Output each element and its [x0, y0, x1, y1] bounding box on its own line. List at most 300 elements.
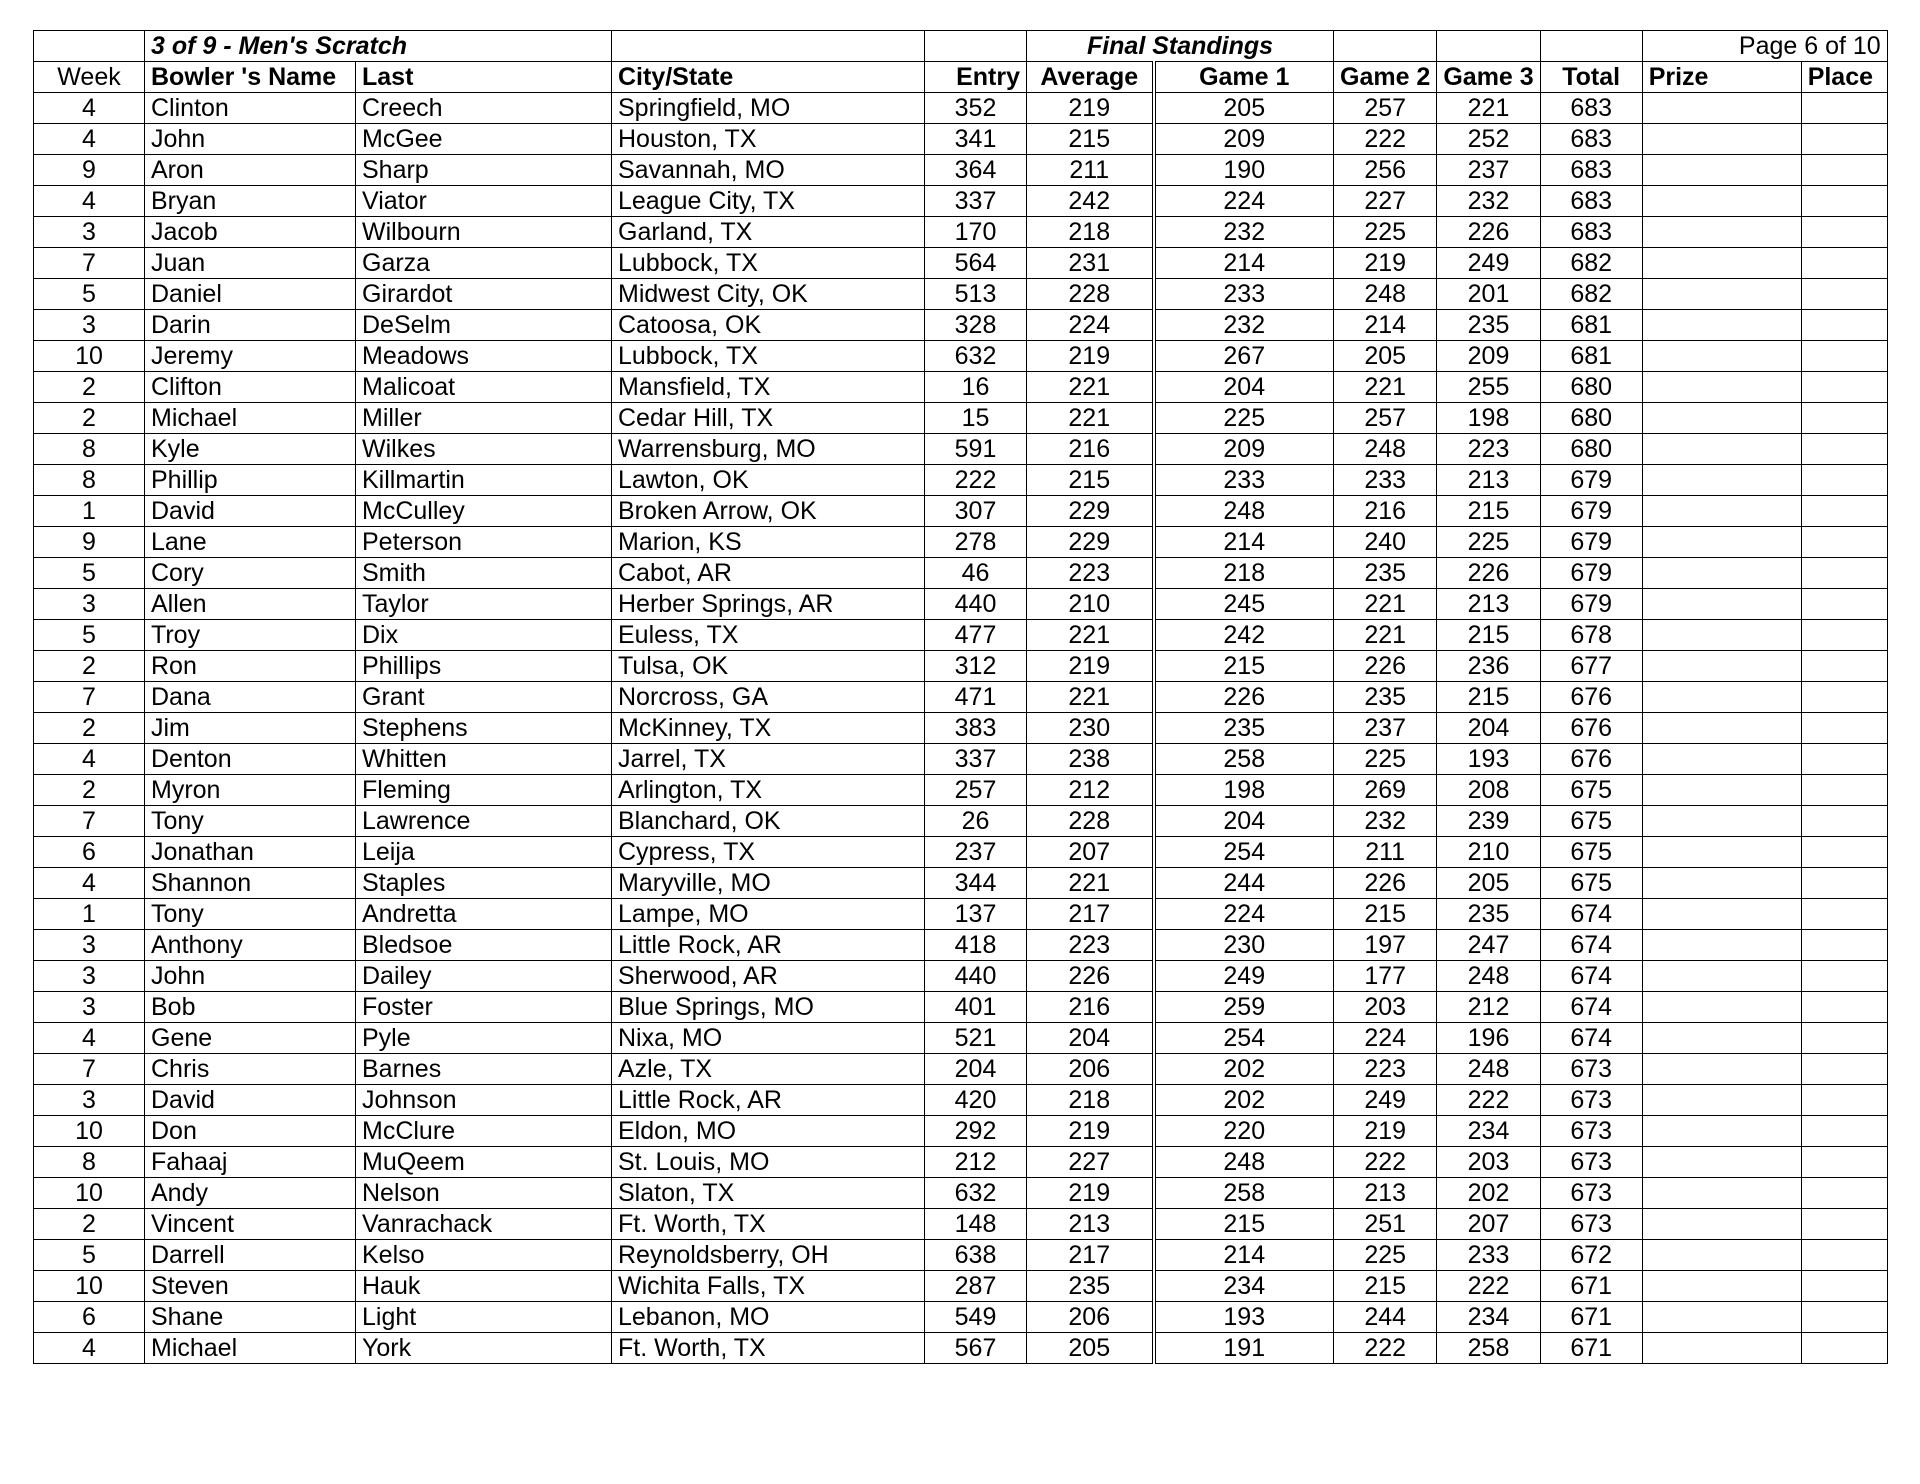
average-cell: 238 [1027, 744, 1154, 775]
total-cell: 674 [1540, 899, 1642, 930]
place-cell [1801, 1085, 1887, 1116]
total-cell: 681 [1540, 310, 1642, 341]
prize-cell [1642, 434, 1801, 465]
last-name-cell: Light [356, 1302, 612, 1333]
last-name-cell: Creech [356, 93, 612, 124]
game-3-cell: 235 [1437, 310, 1540, 341]
week-cell: 3 [34, 217, 145, 248]
first-name-cell: Anthony [145, 930, 356, 961]
entry-cell: 638 [925, 1240, 1027, 1271]
final-standings-label: Final Standings [1027, 31, 1334, 62]
col-header-last: Last [356, 62, 612, 93]
table-row [34, 713, 1888, 744]
last-name-cell: Grant [356, 682, 612, 713]
average-cell: 230 [1027, 713, 1154, 744]
col-header-prize: Prize [1642, 62, 1801, 93]
total-cell: 676 [1540, 744, 1642, 775]
city-state-cell: Lawton, OK [612, 465, 925, 496]
place-cell [1801, 620, 1887, 651]
entry-cell: 212 [925, 1147, 1027, 1178]
city-state-cell: Lubbock, TX [612, 341, 925, 372]
prize-cell [1642, 1271, 1801, 1302]
prize-cell [1642, 186, 1801, 217]
prize-cell [1642, 1209, 1801, 1240]
first-name-cell: Cory [145, 558, 356, 589]
city-state-cell: Cabot, AR [612, 558, 925, 589]
city-state-cell: Mansfield, TX [612, 372, 925, 403]
last-name-cell: Dix [356, 620, 612, 651]
average-cell: 221 [1027, 868, 1154, 899]
place-cell [1801, 279, 1887, 310]
city-state-cell: Midwest City, OK [612, 279, 925, 310]
average-cell: 217 [1027, 1240, 1154, 1271]
week-cell: 2 [34, 775, 145, 806]
game-3-cell: 258 [1437, 1333, 1540, 1364]
entry-cell: 222 [925, 465, 1027, 496]
entry-cell: 521 [925, 1023, 1027, 1054]
total-cell: 678 [1540, 620, 1642, 651]
table-row [34, 1333, 1888, 1364]
last-name-cell: Fleming [356, 775, 612, 806]
game-1-cell: 205 [1154, 93, 1334, 124]
week-cell: 3 [34, 930, 145, 961]
prize-cell [1642, 527, 1801, 558]
last-name-cell: Whitten [356, 744, 612, 775]
game-3-cell: 202 [1437, 1178, 1540, 1209]
city-state-cell: Ft. Worth, TX [612, 1333, 925, 1364]
entry-cell: 440 [925, 961, 1027, 992]
week-cell: 5 [34, 279, 145, 310]
table-row [34, 186, 1888, 217]
place-cell [1801, 434, 1887, 465]
average-cell: 216 [1027, 434, 1154, 465]
game-3-cell: 198 [1437, 403, 1540, 434]
average-cell: 219 [1027, 1178, 1154, 1209]
game-1-cell: 209 [1154, 124, 1334, 155]
game-3-cell: 208 [1437, 775, 1540, 806]
last-name-cell: Miller [356, 403, 612, 434]
city-state-cell: Reynoldsberry, OH [612, 1240, 925, 1271]
game-3-cell: 234 [1437, 1302, 1540, 1333]
game-1-cell: 258 [1154, 744, 1334, 775]
week-cell: 3 [34, 1085, 145, 1116]
game-1-cell: 248 [1154, 496, 1334, 527]
game-2-cell: 225 [1334, 1240, 1437, 1271]
average-cell: 216 [1027, 992, 1154, 1023]
total-cell: 683 [1540, 93, 1642, 124]
total-cell: 673 [1540, 1147, 1642, 1178]
week-cell: 4 [34, 868, 145, 899]
entry-cell: 477 [925, 620, 1027, 651]
total-cell: 680 [1540, 372, 1642, 403]
total-cell: 679 [1540, 496, 1642, 527]
last-name-cell: Stephens [356, 713, 612, 744]
game-1-cell: 224 [1154, 186, 1334, 217]
table-row [34, 124, 1888, 155]
week-cell: 7 [34, 682, 145, 713]
game-3-cell: 212 [1437, 992, 1540, 1023]
game-2-cell: 249 [1334, 1085, 1437, 1116]
total-cell: 673 [1540, 1178, 1642, 1209]
game-1-cell: 215 [1154, 651, 1334, 682]
game-2-cell: 237 [1334, 713, 1437, 744]
total-cell: 673 [1540, 1209, 1642, 1240]
average-cell: 206 [1027, 1054, 1154, 1085]
place-cell [1801, 868, 1887, 899]
first-name-cell: Lane [145, 527, 356, 558]
last-name-cell: McGee [356, 124, 612, 155]
entry-cell: 26 [925, 806, 1027, 837]
average-cell: 217 [1027, 899, 1154, 930]
total-cell: 674 [1540, 1023, 1642, 1054]
city-state-cell: McKinney, TX [612, 713, 925, 744]
place-cell [1801, 465, 1887, 496]
average-cell: 221 [1027, 372, 1154, 403]
first-name-cell: Darrell [145, 1240, 356, 1271]
table-row [34, 806, 1888, 837]
game-2-cell: 227 [1334, 186, 1437, 217]
prize-cell [1642, 1147, 1801, 1178]
game-3-cell: 234 [1437, 1116, 1540, 1147]
game-3-cell: 247 [1437, 930, 1540, 961]
game-3-cell: 252 [1437, 124, 1540, 155]
table-row [34, 496, 1888, 527]
average-cell: 228 [1027, 806, 1154, 837]
city-state-cell: Euless, TX [612, 620, 925, 651]
first-name-cell: Don [145, 1116, 356, 1147]
game-2-cell: 232 [1334, 806, 1437, 837]
table-row [34, 372, 1888, 403]
city-state-cell: Marion, KS [612, 527, 925, 558]
first-name-cell: Clifton [145, 372, 356, 403]
first-name-cell: Chris [145, 1054, 356, 1085]
city-state-cell: Houston, TX [612, 124, 925, 155]
first-name-cell: Bryan [145, 186, 356, 217]
game-3-cell: 235 [1437, 899, 1540, 930]
game-2-cell: 197 [1334, 930, 1437, 961]
average-cell: 210 [1027, 589, 1154, 620]
average-cell: 204 [1027, 1023, 1154, 1054]
week-cell: 5 [34, 558, 145, 589]
entry-cell: 401 [925, 992, 1027, 1023]
table-row [34, 837, 1888, 868]
average-cell: 224 [1027, 310, 1154, 341]
game-3-cell: 193 [1437, 744, 1540, 775]
average-cell: 229 [1027, 496, 1154, 527]
table-row [34, 1054, 1888, 1085]
average-cell: 215 [1027, 124, 1154, 155]
place-cell [1801, 1023, 1887, 1054]
average-cell: 221 [1027, 403, 1154, 434]
game-3-cell: 207 [1437, 1209, 1540, 1240]
week-cell: 2 [34, 713, 145, 744]
banner-row [34, 31, 1888, 62]
prize-cell [1642, 868, 1801, 899]
prize-cell [1642, 1054, 1801, 1085]
first-name-cell: John [145, 961, 356, 992]
game-2-cell: 233 [1334, 465, 1437, 496]
table-row [34, 217, 1888, 248]
last-name-cell: Kelso [356, 1240, 612, 1271]
first-name-cell: Fahaaj [145, 1147, 356, 1178]
first-name-cell: Myron [145, 775, 356, 806]
game-1-cell: 230 [1154, 930, 1334, 961]
average-cell: 227 [1027, 1147, 1154, 1178]
city-state-cell: Maryville, MO [612, 868, 925, 899]
city-state-cell: Warrensburg, MO [612, 434, 925, 465]
entry-cell: 564 [925, 248, 1027, 279]
game-2-cell: 235 [1334, 682, 1437, 713]
total-cell: 671 [1540, 1333, 1642, 1364]
game-2-cell: 248 [1334, 279, 1437, 310]
standings-sheet [33, 30, 1888, 1364]
city-state-cell: Arlington, TX [612, 775, 925, 806]
prize-cell [1642, 496, 1801, 527]
average-cell: 223 [1027, 930, 1154, 961]
game-3-cell: 205 [1437, 868, 1540, 899]
entry-cell: 471 [925, 682, 1027, 713]
game-3-cell: 225 [1437, 527, 1540, 558]
last-name-cell: Johnson [356, 1085, 612, 1116]
game-1-cell: 244 [1154, 868, 1334, 899]
place-cell [1801, 713, 1887, 744]
week-cell: 7 [34, 806, 145, 837]
week-cell: 5 [34, 620, 145, 651]
last-name-cell: Andretta [356, 899, 612, 930]
game-2-cell: 221 [1334, 620, 1437, 651]
total-cell: 683 [1540, 186, 1642, 217]
game-2-cell: 257 [1334, 403, 1437, 434]
col-header-entry: Entry [925, 62, 1027, 93]
place-cell [1801, 1333, 1887, 1364]
game-3-cell: 210 [1437, 837, 1540, 868]
prize-cell [1642, 310, 1801, 341]
city-state-cell: League City, TX [612, 186, 925, 217]
table-row [34, 992, 1888, 1023]
entry-cell: 341 [925, 124, 1027, 155]
first-name-cell: Darin [145, 310, 356, 341]
game-3-cell: 213 [1437, 589, 1540, 620]
average-cell: 221 [1027, 620, 1154, 651]
prize-cell [1642, 651, 1801, 682]
last-name-cell: Taylor [356, 589, 612, 620]
city-state-cell: Lebanon, MO [612, 1302, 925, 1333]
total-cell: 679 [1540, 589, 1642, 620]
prize-cell [1642, 713, 1801, 744]
first-name-cell: Shane [145, 1302, 356, 1333]
game-3-cell: 215 [1437, 620, 1540, 651]
city-state-cell: Cedar Hill, TX [612, 403, 925, 434]
place-cell [1801, 775, 1887, 806]
entry-cell: 278 [925, 527, 1027, 558]
city-state-cell: Garland, TX [612, 217, 925, 248]
last-name-cell: DeSelm [356, 310, 612, 341]
banner-blank-cell [1437, 31, 1540, 62]
entry-cell: 344 [925, 868, 1027, 899]
game-2-cell: 213 [1334, 1178, 1437, 1209]
banner-blank-cell [925, 31, 1027, 62]
total-cell: 676 [1540, 713, 1642, 744]
place-cell [1801, 930, 1887, 961]
game-3-cell: 232 [1437, 186, 1540, 217]
prize-cell [1642, 837, 1801, 868]
game-3-cell: 226 [1437, 558, 1540, 589]
col-header-total: Total [1540, 62, 1642, 93]
prize-cell [1642, 775, 1801, 806]
total-cell: 671 [1540, 1302, 1642, 1333]
city-state-cell: St. Louis, MO [612, 1147, 925, 1178]
first-name-cell: Juan [145, 248, 356, 279]
game-3-cell: 196 [1437, 1023, 1540, 1054]
week-cell: 3 [34, 310, 145, 341]
city-state-cell: Norcross, GA [612, 682, 925, 713]
first-name-cell: David [145, 1085, 356, 1116]
week-cell: 3 [34, 589, 145, 620]
game-1-cell: 218 [1154, 558, 1334, 589]
game-1-cell: 235 [1154, 713, 1334, 744]
table-row [34, 651, 1888, 682]
average-cell: 231 [1027, 248, 1154, 279]
last-name-cell: Bledsoe [356, 930, 612, 961]
table-row [34, 744, 1888, 775]
average-cell: 219 [1027, 93, 1154, 124]
game-2-cell: 177 [1334, 961, 1437, 992]
game-2-cell: 205 [1334, 341, 1437, 372]
place-cell [1801, 155, 1887, 186]
table-row [34, 961, 1888, 992]
city-state-cell: Slaton, TX [612, 1178, 925, 1209]
game-3-cell: 239 [1437, 806, 1540, 837]
game-1-cell: 204 [1154, 372, 1334, 403]
place-cell [1801, 992, 1887, 1023]
game-3-cell: 203 [1437, 1147, 1540, 1178]
first-name-cell: Allen [145, 589, 356, 620]
average-cell: 242 [1027, 186, 1154, 217]
table-row [34, 775, 1888, 806]
city-state-cell: Catoosa, OK [612, 310, 925, 341]
city-state-cell: Blanchard, OK [612, 806, 925, 837]
place-cell [1801, 1240, 1887, 1271]
game-1-cell: 232 [1154, 310, 1334, 341]
game-1-cell: 234 [1154, 1271, 1334, 1302]
first-name-cell: Kyle [145, 434, 356, 465]
total-cell: 674 [1540, 992, 1642, 1023]
entry-cell: 418 [925, 930, 1027, 961]
game-1-cell: 224 [1154, 899, 1334, 930]
first-name-cell: Vincent [145, 1209, 356, 1240]
city-state-cell: Jarrel, TX [612, 744, 925, 775]
week-cell: 4 [34, 1023, 145, 1054]
last-name-cell: York [356, 1333, 612, 1364]
total-cell: 675 [1540, 837, 1642, 868]
total-cell: 673 [1540, 1116, 1642, 1147]
entry-cell: 170 [925, 217, 1027, 248]
game-2-cell: 251 [1334, 1209, 1437, 1240]
place-cell [1801, 558, 1887, 589]
average-cell: 235 [1027, 1271, 1154, 1302]
game-2-cell: 224 [1334, 1023, 1437, 1054]
game-1-cell: 258 [1154, 1178, 1334, 1209]
table-row [34, 465, 1888, 496]
entry-cell: 148 [925, 1209, 1027, 1240]
entry-cell: 632 [925, 341, 1027, 372]
game-2-cell: 257 [1334, 93, 1437, 124]
first-name-cell: Gene [145, 1023, 356, 1054]
game-2-cell: 240 [1334, 527, 1437, 558]
week-cell: 4 [34, 124, 145, 155]
first-name-cell: Jeremy [145, 341, 356, 372]
banner-blank-cell [34, 31, 145, 62]
week-cell: 4 [34, 1333, 145, 1364]
table-row [34, 868, 1888, 899]
week-cell: 2 [34, 403, 145, 434]
prize-cell [1642, 1302, 1801, 1333]
table-row [34, 93, 1888, 124]
place-cell [1801, 744, 1887, 775]
banner-blank-cell [1540, 31, 1642, 62]
total-cell: 683 [1540, 217, 1642, 248]
city-state-cell: Lampe, MO [612, 899, 925, 930]
table-row [34, 310, 1888, 341]
game-2-cell: 269 [1334, 775, 1437, 806]
total-cell: 676 [1540, 682, 1642, 713]
average-cell: 206 [1027, 1302, 1154, 1333]
entry-cell: 420 [925, 1085, 1027, 1116]
last-name-cell: McClure [356, 1116, 612, 1147]
average-cell: 218 [1027, 1085, 1154, 1116]
game-2-cell: 225 [1334, 744, 1437, 775]
place-cell [1801, 651, 1887, 682]
game-3-cell: 226 [1437, 217, 1540, 248]
last-name-cell: Foster [356, 992, 612, 1023]
entry-cell: 383 [925, 713, 1027, 744]
place-cell [1801, 1116, 1887, 1147]
game-1-cell: 214 [1154, 1240, 1334, 1271]
game-1-cell: 248 [1154, 1147, 1334, 1178]
first-name-cell: Tony [145, 899, 356, 930]
game-1-cell: 202 [1154, 1085, 1334, 1116]
place-cell [1801, 1054, 1887, 1085]
game-2-cell: 211 [1334, 837, 1437, 868]
city-state-cell: Sherwood, AR [612, 961, 925, 992]
total-cell: 675 [1540, 806, 1642, 837]
prize-cell [1642, 279, 1801, 310]
game-3-cell: 221 [1437, 93, 1540, 124]
total-cell: 682 [1540, 279, 1642, 310]
prize-cell [1642, 155, 1801, 186]
prize-cell [1642, 341, 1801, 372]
place-cell [1801, 93, 1887, 124]
game-1-cell: 254 [1154, 1023, 1334, 1054]
prize-cell [1642, 1023, 1801, 1054]
place-cell [1801, 682, 1887, 713]
week-cell: 3 [34, 961, 145, 992]
prize-cell [1642, 992, 1801, 1023]
week-cell: 6 [34, 837, 145, 868]
entry-cell: 440 [925, 589, 1027, 620]
prize-cell [1642, 465, 1801, 496]
average-cell: 211 [1027, 155, 1154, 186]
prize-cell [1642, 403, 1801, 434]
game-2-cell: 223 [1334, 1054, 1437, 1085]
game-2-cell: 221 [1334, 372, 1437, 403]
prize-cell [1642, 961, 1801, 992]
total-cell: 674 [1540, 961, 1642, 992]
game-2-cell: 222 [1334, 124, 1437, 155]
place-cell [1801, 372, 1887, 403]
last-name-cell: Viator [356, 186, 612, 217]
week-cell: 2 [34, 651, 145, 682]
